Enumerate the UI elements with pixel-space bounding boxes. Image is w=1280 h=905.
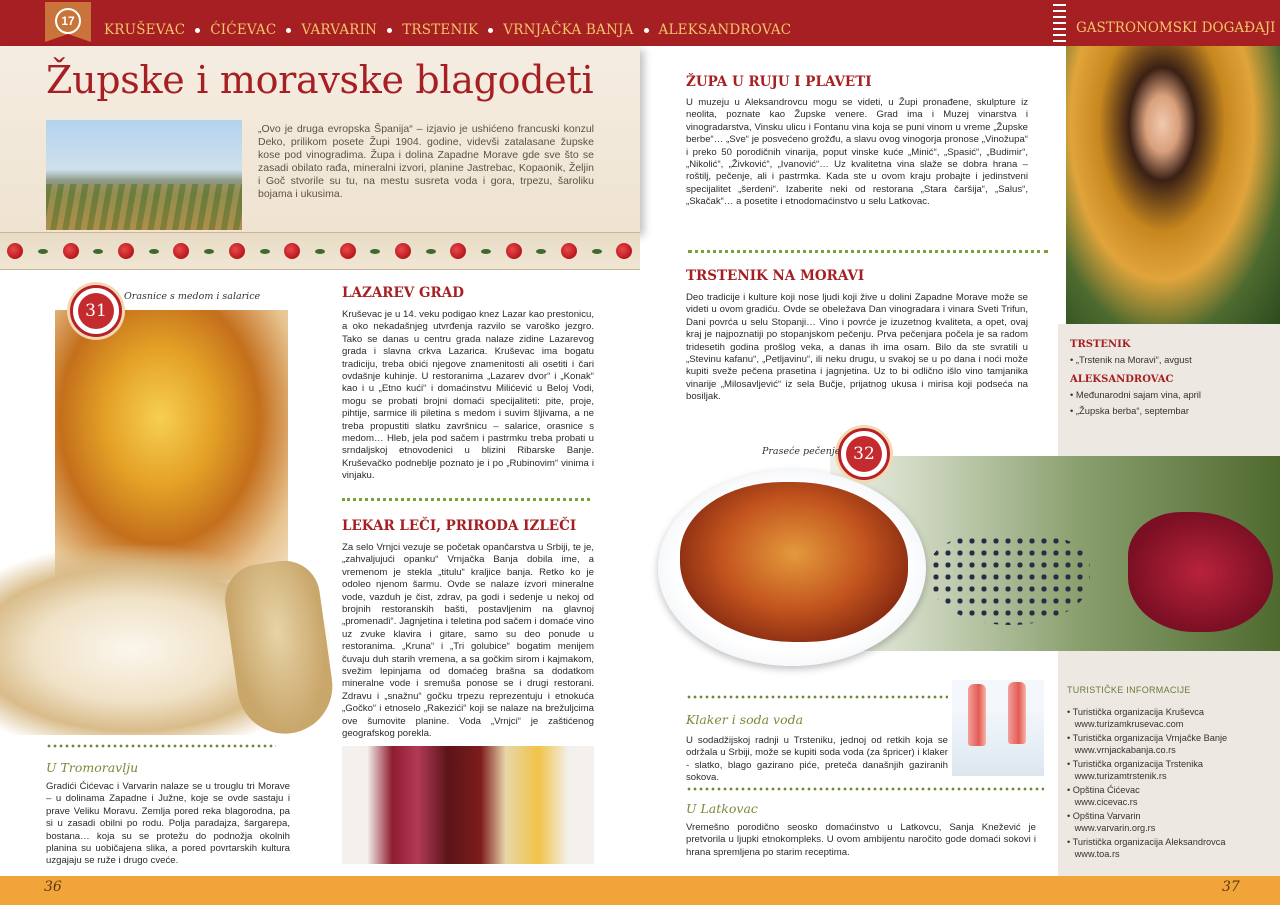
- page-badge-number: 17: [55, 8, 81, 34]
- floral-pattern: [0, 246, 640, 256]
- section-text-lazarev-grad: Kruševac je u 14. veku podigao knez Lazar kao prestonicu, a oko nekadašnjeg utvrđenja razvilo se varoško jezgro. Tako se danas u centru grada nalaze zidine Lazarevog grada i slavna crkva Lazarica. Kruševac ima bogatu tradiciju, treba obići njegove znamenitosti ali osetiti i čari ovdašnje kuhinje. U restoranima „Lazarev dvor“ i „Konak“ kao i u „Etno kući“ i domaćinstvu Milićević u Beloj Vodi, mogu se probati brojni domaći specijaliteti: pite, proje, pihtije, sarmice ili piletina s medom i suvim šljivama, a ne treba propustiti slatku završnicu – salarice, orasnice s medom… Hleb, jela pod sačem i pastrmku treba probati u srndaljskoj etnovodenici u blizini Ribarske Banje. Kruševačko podneblje poznato je i po „Rubinovim“ vinima i vinjaku.: [342, 309, 594, 482]
- info-link[interactable]: www.turizamtrstenik.rs: [1074, 771, 1167, 781]
- info-item: • Turistička organizacija Kruševca www.turizamkrusevac.com: [1067, 707, 1205, 729]
- nav-item-krusevac: KRUŠEVAC: [104, 22, 200, 38]
- info-item: • Turistička organizacija Trstenika www.turizamtrstenik.rs: [1067, 759, 1203, 781]
- bottle: [968, 684, 986, 746]
- festival-girl-photo: [1066, 46, 1280, 324]
- info-link[interactable]: www.vrnjackabanja.co.rs: [1074, 745, 1176, 755]
- footer-bar: [0, 876, 1280, 905]
- section-heading-lazarev-grad: LAZAREV GRAD: [342, 285, 464, 301]
- section-heading-klaker: Klaker i soda voda: [686, 712, 804, 727]
- photo-caption-pecenje: Praseće pečenje: [762, 446, 841, 457]
- info-item: • Turistička organizacija Vrnjačke Banje www.vrnjackabanja.co.rs: [1067, 733, 1228, 755]
- event-city-aleksandrovac: ALEKSANDROVAC: [1070, 374, 1174, 385]
- page-number-left: 36: [44, 879, 62, 895]
- info-item: • Opština Varvarin www.varvarin.org.rs: [1067, 811, 1156, 833]
- section-heading-zupa: ŽUPA U RUJU I PLAVETI: [686, 74, 872, 90]
- section-text-klaker: U sodadžijskoj radnji u Trsteniku, jednoj od retkih koja se održala u Srbiji, može se kupiti soda voda (za špricer) i klaker - slatko, blago gazirano piće, preteča današnjih gaziranih sokova.: [686, 735, 948, 784]
- photo-caption-orasnice: Orasnice s medom i salarice: [124, 291, 261, 302]
- info-item: • Opština Ćićevac www.cicevac.rs: [1067, 785, 1140, 807]
- bottle: [1008, 682, 1026, 744]
- event-item: • „Župska berba“, septembar: [1070, 405, 1189, 416]
- sidebar-title: GASTRONOMSKI DOGAĐAJI: [1076, 20, 1276, 36]
- info-link[interactable]: www.varvarin.org.rs: [1074, 823, 1156, 833]
- section-heading-lekar-leci: LEKAR LEČI, PRIRODA IZLEČI: [342, 518, 577, 534]
- intro-text: „Ovo je druga evropska Španija“ – izjavio je ushićeno francuski konzul Deko, prilikom posete Župi 1904. godine, videvši zatalasane župske kose pod vinogradima. Župa i dolina Zapadne Morave gde sve što se zasadi obilato rađa, mineralni izvori, planine Jastrebac, Kopaonik, Željin i Goč stvorile su tu, na mestu susreta voda i gora, trpezu, šaroliku bojama i ukusima.: [258, 123, 594, 200]
- nav-item-cicevac: ĆIĆEVAC: [210, 22, 291, 38]
- section-heading-tromoravlje: U Tromoravlju: [46, 760, 139, 775]
- nav-item-trstenik: TRSTENIK: [402, 22, 493, 38]
- section-heading-latkovac: U Latkovac: [686, 801, 758, 816]
- section-text-zupa: U muzeju u Aleksandrovcu mogu se videti, u Župi pronađene, skulpture iz neolita, poznate kao Župske venere. Grad ima i Muzej vinarstva i vinogradarstva, Vinsku ulicu i Fontanu vina koja se puni vinom u vreme „Župske berbe“… „Sve“ je posvećeno grožđu, a slavu ovog vinogorja pronose „Vinožupa“ i preko 50 porodičnih vinarija, poput vinske kuće „Minić“, „Spasić“, „Budimir“, „Nikolić“, „Živković“, „Ivanović“… Uz kvalitetna vina slaže se dobra hrana – roštilj, pečenje, ali i pastrmka. Kada ste u ovom kraju probajte i jedinstveni specijalitet „šerdeni“. Izaberite neki od restorana „Stara čaršija“, „Salus“, „Skačak“… a posetite i etnodomaćinstvo u selu Latkovac.: [686, 97, 1028, 208]
- info-title: TURISTIČKE INFORMACIJE: [1067, 685, 1191, 695]
- section-text-tromoravlje: Gradići Ćićevac i Varvarin nalaze se u trouglu tri Morave – u dolinama Zapadne i Južne, koje se ovde sastaju i prave Veliku Moravu. Zemlja pored reka blagorodna, pa si u zasadi obilni po rodu. Polja paradajza, šargarepa, bostana… koja su se protežu do podnožja okolnih planina su uobičajena slika, a pored povrtarskih kultura uzgajaju se ruže i drugo cveće.: [46, 781, 290, 867]
- dotted-divider-right: [688, 250, 1048, 253]
- section-heading-trstenik: TRSTENIK NA MORAVI: [686, 268, 865, 284]
- photo-number-badge-31: 31: [70, 285, 122, 337]
- ribbon-edge: [1053, 0, 1067, 46]
- page-title: Župske i moravske blagodeti: [46, 58, 594, 102]
- wave-divider: [686, 694, 948, 700]
- nav-item-varvarin: VARVARIN: [301, 22, 392, 38]
- section-text-lekar-leci: Za selo Vrnjci vezuje se početak opančarstva u Srbiji, te je, „zahvaljujući opanku“ Vrnjačka Banja dobila ime, a vremenom je stekla „titulu“ kraljice banja. Retko ko je odoleo njenom šarmu. Ovde se nalaze izvori mineralne vode, vazduh je čist, zdrav, pa godi i sedenje u nekoj od brojnih restoranskih bašti, postavljenim na glavnoj „promenadi“. Jagnjetina i teletina pod sačem i domaće vino uz zvuke klavira i gitare, samo su deo ponude u restoranima. „Kruna“ i „Tri golubice“ bogatim menijem čuvaju duh starih vremena, a sa gočkim sirom i kajmakom, svežim lepinjama od domaćeg brašna sa dodatkom mineralne vode i sremuša ponose se i drugi restorani. Zdravu i „snažnu“ gočku trpezu reprezentuju i etnokuća „Gočko“ i etnoselo „Rakezići“ koji se nalaze na brežuljcima ove šumovite planine. Voda „Vrnjci“ je zaštićenog geografskog porekla.: [342, 542, 594, 740]
- page-number-right: 37: [1222, 879, 1240, 895]
- wave-divider: [46, 743, 276, 749]
- info-link[interactable]: www.turizamkrusevac.com: [1074, 719, 1184, 729]
- nav-item-aleksandrovac: ALEKSANDROVAC: [658, 22, 792, 38]
- nav-item-vrnjacka-banja: VRNJAČKA BANJA: [503, 22, 648, 38]
- grape-cluster: [930, 535, 1090, 625]
- info-link[interactable]: www.cicevac.rs: [1074, 797, 1138, 807]
- info-item: • Turistička organizacija Aleksandrovca www.toa.rs: [1067, 837, 1226, 859]
- wave-divider: [686, 786, 1044, 792]
- info-link[interactable]: www.toa.rs: [1074, 849, 1120, 859]
- event-item: • Međunarodni sajam vina, april: [1070, 389, 1201, 400]
- photo-number-badge-32: 32: [838, 428, 890, 480]
- roast-pork-photo: [680, 482, 908, 642]
- soda-bottles-photo: [952, 680, 1044, 776]
- salad-photo: [342, 746, 594, 864]
- section-text-trstenik: Deo tradicije i kulture koji nose ljudi koji žive u dolini Zapadne Morave može se videti u ovom gradiću. Ovde se obeležava Dan vinogradara i vinara Sveti Trifun, Dani povrća u selu Stopanji… Vino i povrće je izuzetnog kvaliteta, a opet, ovaj kraj je najpoznatiji po stopanjskom pečenju. Prva pečenjara počela je sa radom tridesetih godina prošlog veka, a danas ih ima osam. Bilo da ste svratili u „Stevinu kafanu“, „Petljavinu“, ili neku drugu, u svakoj se u po dana i noći može kupiti sveže pečena prasetina i jagnjetina. Uz to bi odlično išlo vino tamjanika vinarije „Milosavljević“ iz sela Bučje, prijatnog ukusa i mirisa koji podseća na bosiljak.: [686, 292, 1028, 403]
- dotted-divider: [342, 498, 590, 501]
- section-text-latkovac: Vremešno porodično seosko domaćinstvo u Latkovcu, Sanja Knežević je pretvorila u ljupki etnokompleks. U ovom ambijentu naročito gode domaći sokovi i hrana spremljena po starim receptima.: [686, 822, 1036, 858]
- city-nav: [104, 22, 791, 38]
- event-item: • „Trstenik na Moravi“, avgust: [1070, 354, 1192, 365]
- event-city-trstenik: TRSTENIK: [1070, 339, 1131, 350]
- honey-walnut-photo: [55, 310, 288, 580]
- landscape-photo: [46, 120, 242, 230]
